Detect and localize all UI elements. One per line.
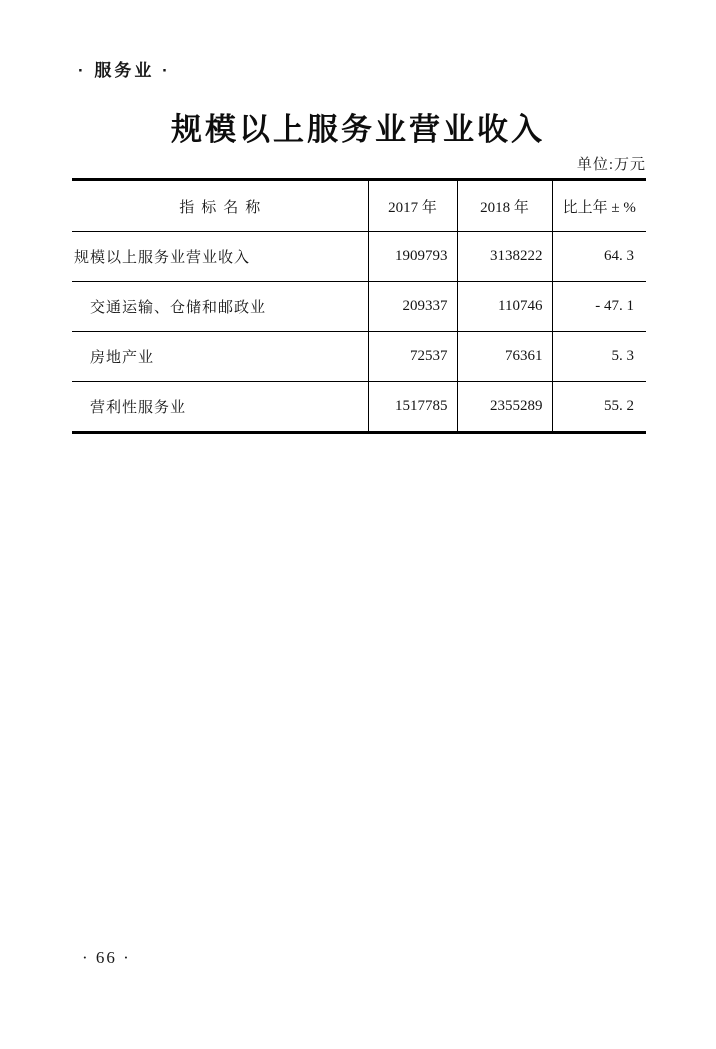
pct-change-cell: 55. 2 xyxy=(604,398,634,414)
value-2018-cell: 2355289 xyxy=(457,382,552,433)
page-number: · 66 · xyxy=(82,948,131,967)
column-header-indicator: 指标名称 xyxy=(72,180,368,232)
pct-change-cell: 5. 3 xyxy=(552,332,646,382)
value-2017-cell: 1517785 xyxy=(368,382,457,433)
table-header-row xyxy=(72,180,646,232)
column-header-2018: 2018 年 xyxy=(457,180,552,232)
table-row xyxy=(72,332,646,382)
unit-note: 单位:万元 xyxy=(576,157,646,173)
indicator-cell: 规模以上服务业营业收入 xyxy=(72,232,368,282)
value-2017-cell: 72537 xyxy=(368,332,457,382)
value-2017-cell: 209337 xyxy=(368,282,457,332)
column-header-2017: 2017 年 xyxy=(368,180,457,232)
indicator-cell: 营利性服务业 xyxy=(72,382,368,433)
value-2018-cell: 110746 xyxy=(457,282,552,332)
column-header-pct: 比上年 ± % xyxy=(552,180,646,232)
revenue-table xyxy=(72,178,646,434)
pct-change-cell: - 47. 1 xyxy=(552,282,646,332)
table-row xyxy=(72,382,646,433)
page-title: 规模以上服务业营业收入 xyxy=(171,112,545,147)
value-2018-cell: 76361 xyxy=(457,332,552,382)
indicator-cell: 交通运输、仓储和邮政业 xyxy=(72,282,368,332)
value-2018-cell: 3138222 xyxy=(457,232,552,282)
value-2017-cell: 1909793 xyxy=(368,232,457,282)
table-row xyxy=(72,282,646,332)
table-row xyxy=(72,232,646,282)
indicator-cell: 房地产业 xyxy=(72,332,368,382)
section-label: · 服务业 · xyxy=(78,61,171,80)
pct-change-cell: 64. 3 xyxy=(552,232,646,282)
